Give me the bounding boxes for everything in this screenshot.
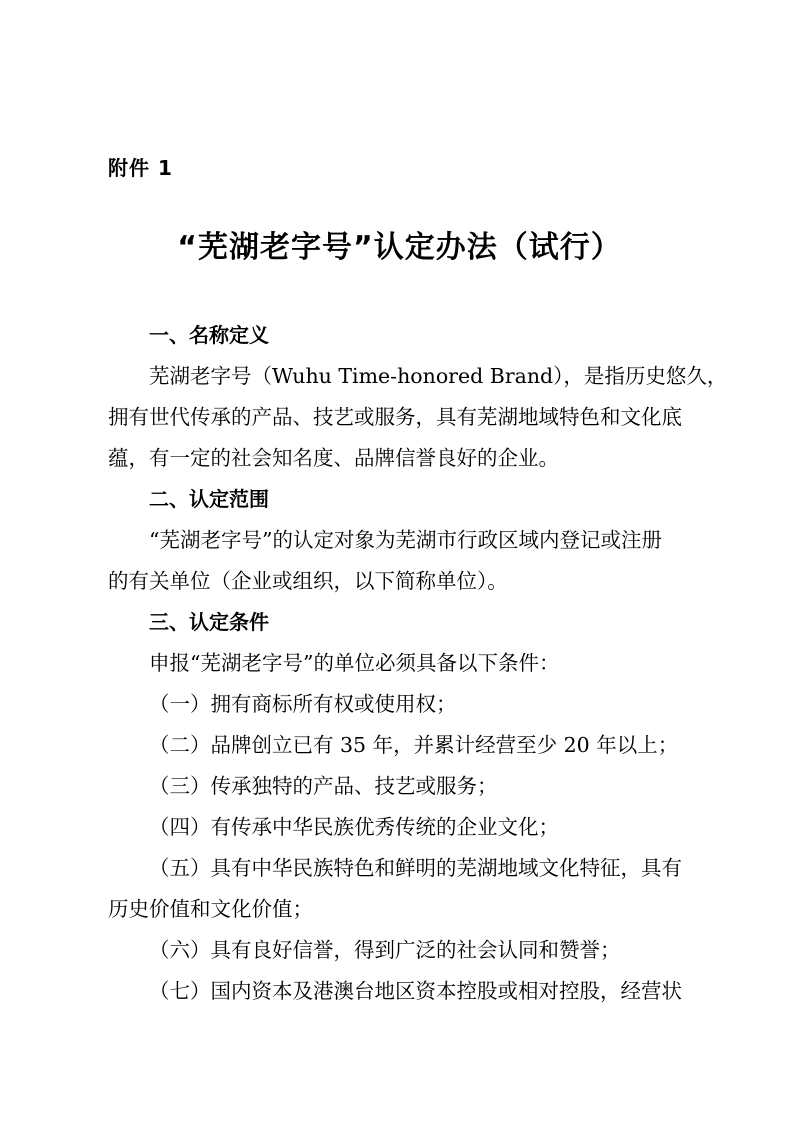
condition-item: （三）传承独特的产品、技艺或服务； (149, 774, 498, 798)
document-body (108, 315, 728, 1012)
section-heading-scope: 二、认定范围 (149, 487, 269, 511)
condition-item: （四）有传承中华民族优秀传统的企业文化； (149, 815, 559, 839)
paragraph-line: 芜湖老字号（Wuhu Time-honored Brand），是指历史悠久， (149, 364, 728, 388)
condition-item: （二）品牌创立已有 35 年，并累计经营至少 20 年以上； (149, 733, 679, 757)
page-title: “芜湖老字号”认定办法（试行） (177, 230, 622, 265)
condition-item-continuation: 历史价值和文化价值； (108, 897, 313, 921)
paragraph-line: 拥有世代传承的产品、技艺或服务，具有芜湖地域特色和文化底 (108, 405, 682, 429)
paragraph-line: 蕴，有一定的社会知名度、品牌信誉良好的企业。 (108, 446, 559, 470)
section-heading-definition: 一、名称定义 (149, 323, 269, 347)
paragraph-line: 的有关单位（企业或组织，以下简称单位）。 (108, 569, 508, 593)
condition-item: （一）拥有商标所有权或使用权； (149, 692, 457, 716)
section-heading-conditions: 三、认定条件 (149, 610, 269, 634)
condition-item: （六）具有良好信誉，得到广泛的社会认同和赞誉； (149, 938, 621, 962)
attachment-label: 附件 1 (108, 156, 173, 180)
condition-item: （七）国内资本及港澳台地区资本控股或相对控股，经营状 (149, 979, 682, 1003)
condition-item: （五）具有中华民族特色和鲜明的芜湖地域文化特征，具有 (149, 856, 682, 880)
paragraph-line: 申报“芜湖老字号”的单位必须具备以下条件： (149, 651, 560, 675)
paragraph-line: “芜湖老字号”的认定对象为芜湖市行政区域内登记或注册 (149, 528, 662, 552)
